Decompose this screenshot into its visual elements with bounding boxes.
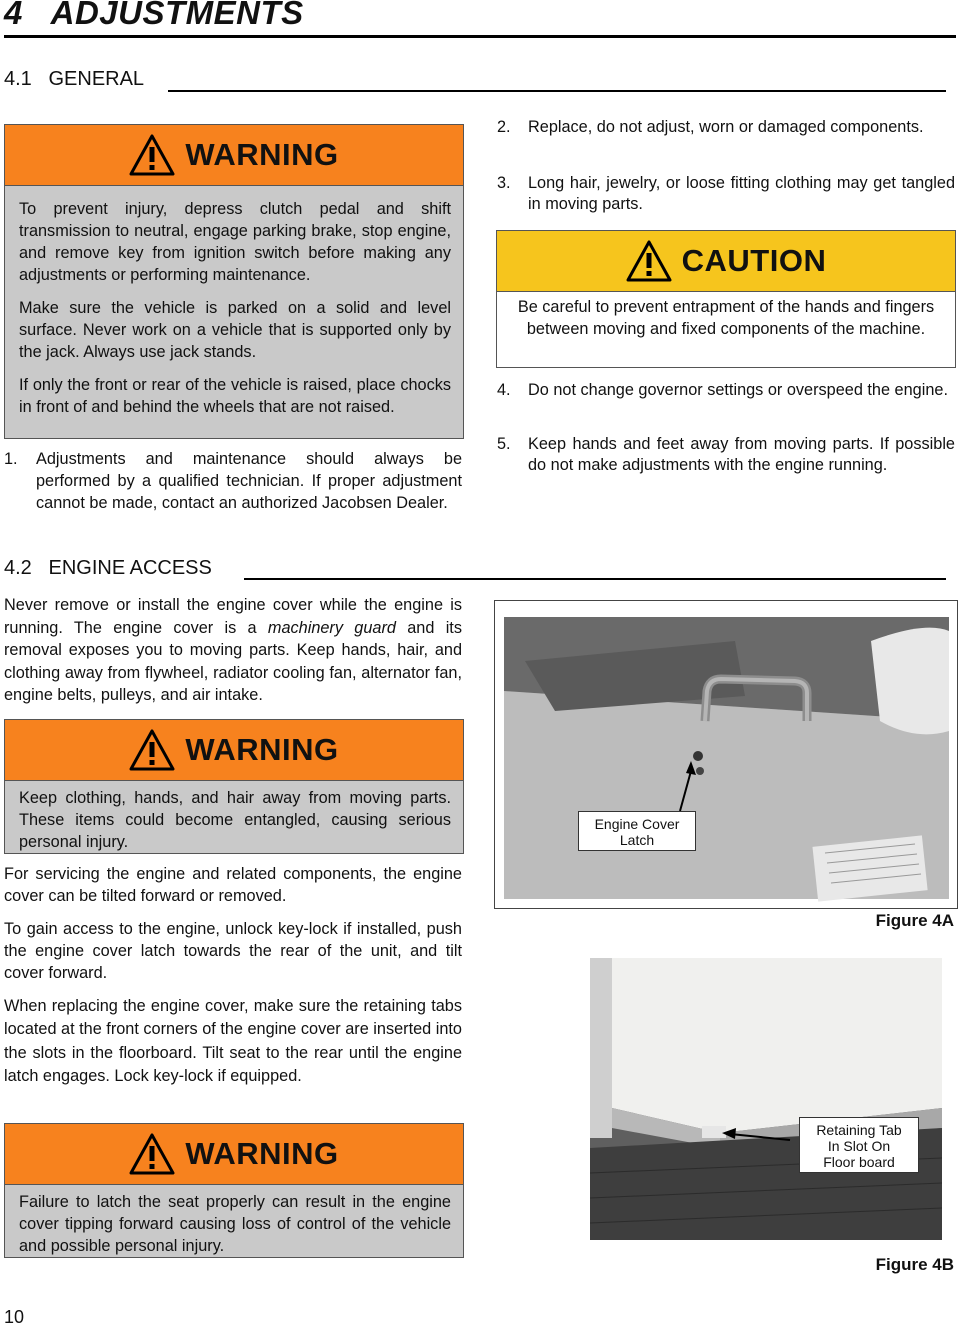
warning-text: Keep clothing, hands, and hair away from moving parts. These items could become entangled, causing serious personal injury. (19, 789, 451, 851)
item-number: 2. (497, 118, 511, 136)
item-text: Do not change governor settings or overspeed the engine. (528, 381, 948, 399)
item-number: 5. (497, 435, 511, 453)
warning-header (5, 1124, 463, 1185)
figure-4a-photo (494, 600, 958, 909)
list-item (497, 434, 955, 476)
caution-text: Be careful to prevent entrapment of the hands and fingers between moving and fixed components of the machine. (517, 298, 935, 338)
intro-text: and its removal exposes you to moving parts. Keep hands, hair, and clothing away from flywheel, radiator cooling fan, alternator fan, engine belts, pulleys, and air intake. (4, 618, 462, 704)
list-item (4, 448, 462, 514)
section-rule-general (168, 90, 946, 92)
warning-triangle-icon (129, 729, 175, 771)
warning-box-engine-clothing (4, 719, 464, 854)
intro-emphasis: machinery guard (267, 618, 396, 637)
section-heading-engine-access: 4.2 ENGINE ACCESS (4, 557, 212, 579)
engine-access-intro (4, 594, 462, 707)
engine-cover-latch-photo (495, 601, 957, 908)
warning-body (5, 186, 463, 426)
warning-text: Failure to latch the seat properly can result in the engine cover tipping forward causing loss of control of the vehicle and possible personal injury. (19, 1193, 451, 1255)
item-number: 3. (497, 174, 511, 192)
item-text: Keep hands and feet away from moving parts. If possible do not make adjustments with the engine running. (528, 435, 955, 474)
intro-text: Never remove or install the engine cover while the engine is running. The engine cover is a (4, 596, 462, 637)
warning-box-general (4, 124, 464, 439)
warning-word: WARNING (185, 1136, 339, 1171)
warning-paragraph: Make sure the vehicle is parked on a solid and level surface. Never work on a vehicle that is supported only by the jack. Always use jack stands. (19, 299, 451, 361)
page-number: 10 (4, 1307, 25, 1327)
warning-triangle-icon (129, 1133, 175, 1175)
warning-word: WARNING (185, 732, 339, 767)
item-number: 1. (4, 450, 18, 468)
callout-line: Floor board (823, 1154, 895, 1170)
list-item (497, 173, 955, 215)
chapter-title: 4 ADJUSTMENTS (4, 0, 304, 31)
warning-body (5, 1185, 463, 1265)
figure-4b-label: Figure 4B (875, 1255, 954, 1274)
figure-4b-photo (590, 958, 942, 1240)
caution-word: CAUTION (681, 243, 827, 278)
caution-header (497, 231, 955, 292)
callout-retaining-tab (799, 1117, 919, 1173)
warning-body (5, 781, 463, 861)
section-heading-general: 4.1 GENERAL (4, 68, 145, 90)
warning-paragraph: If only the front or rear of the vehicle is raised, place chocks in front of and behind the wheels that are not raised. (19, 376, 451, 416)
item-text: Adjustments and maintenance should always be performed by a qualified technician. If proper adjustment cannot be made, contact an authorized Jacobsen Dealer. (36, 450, 462, 512)
item-text: Replace, do not adjust, worn or damaged components. (528, 118, 924, 136)
caution-body (497, 292, 955, 344)
chapter-rule (4, 35, 956, 38)
list-item (497, 117, 955, 138)
callout-line: Retaining Tab (816, 1122, 902, 1138)
item-number: 4. (497, 381, 511, 399)
section-rule-engine-access (244, 578, 946, 580)
warning-paragraph: To prevent injury, depress clutch pedal and shift transmission to neutral, engage parking brake, stop engine, and remove key from ignition switch before making any adjustments or performing maintenance. (19, 200, 451, 284)
retaining-tab-photo (590, 958, 942, 1240)
figure-4a-label: Figure 4A (875, 911, 954, 930)
callout-line: Latch (619, 832, 655, 848)
item-text: Long hair, jewelry, or loose fitting clothing may get tangled in moving parts. (528, 174, 955, 213)
warning-triangle-icon (129, 134, 175, 176)
caution-box (496, 230, 956, 368)
warning-header (5, 125, 463, 186)
warning-word: WARNING (185, 137, 339, 172)
callout-line: Engine Cover (594, 816, 680, 832)
para-servicing: For servicing the engine and related components, the engine cover can be tilted forward or removed. (4, 865, 462, 905)
callout-line: In Slot On (827, 1138, 891, 1154)
warning-box-seat-latch (4, 1123, 464, 1258)
para-access: To gain access to the engine, unlock key-lock if installed, push the engine cover latch towards the rear of the unit, and tilt cover forward. (4, 920, 462, 982)
para-replacing: When replacing the engine cover, make sure the retaining tabs located at the front corners of the engine cover are inserted into the slots in the floorboard. Tilt seat to the rear until the engine latch engages. Lock key-lock if equipped. (4, 997, 462, 1085)
list-item (497, 380, 955, 401)
caution-triangle-icon (626, 240, 672, 282)
callout-engine-cover-latch (578, 811, 696, 851)
warning-header (5, 720, 463, 781)
